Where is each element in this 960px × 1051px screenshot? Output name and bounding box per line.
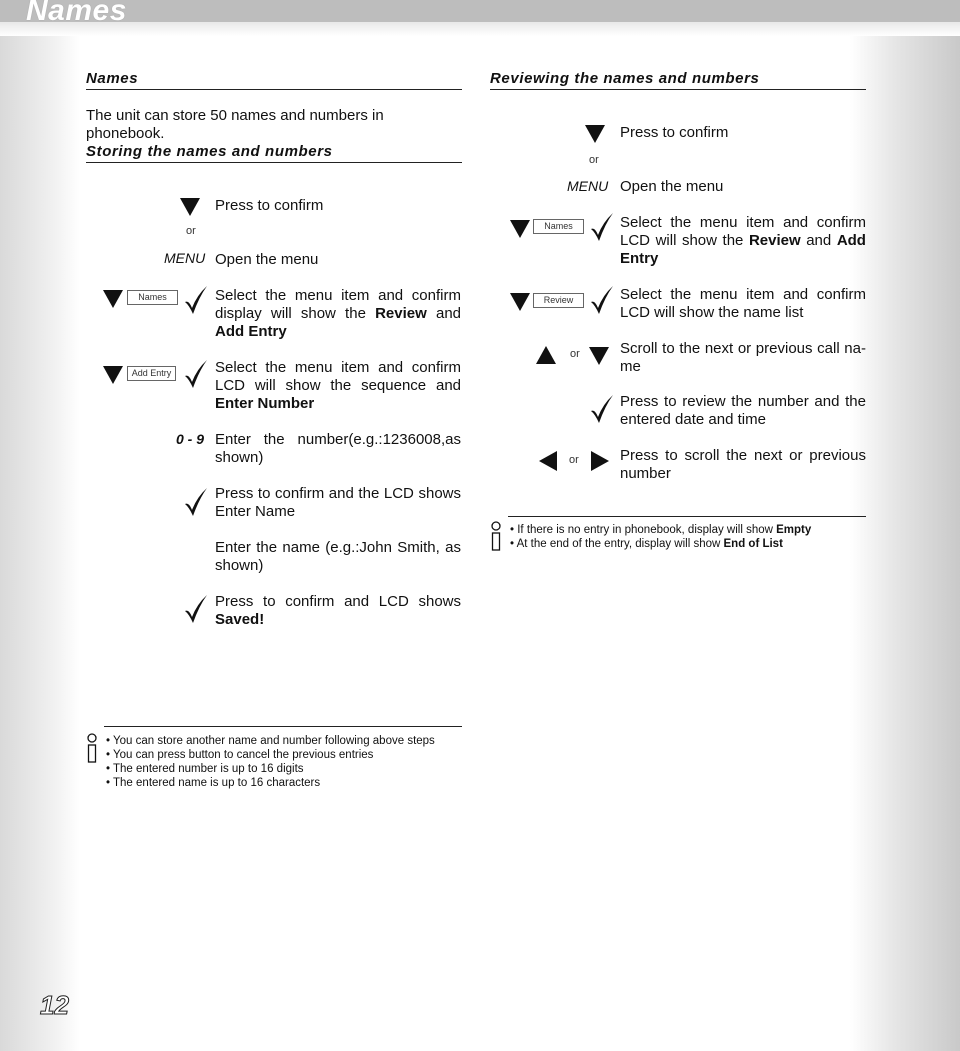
menu-key-label: MENU <box>164 250 206 266</box>
or-label: or <box>186 225 196 237</box>
bottom-notes <box>106 734 466 790</box>
review-step-select-review: Select the menu item and confirm LCD will show the name list <box>620 286 866 321</box>
menu-key-label: MENU <box>567 178 609 194</box>
or-label: or <box>570 348 580 360</box>
header-bar <box>0 0 960 22</box>
step-confirm-enter-name: Press to confirm and the LCD shows Enter Name <box>215 485 461 520</box>
or-label: or <box>589 154 599 166</box>
intro-text: The unit can store 50 names and numbers in phonebook. <box>86 107 384 142</box>
lcd-review: Review <box>533 293 584 308</box>
note-item: • You can press button to cancel the previous entries <box>106 748 466 762</box>
page-margin-right <box>850 0 960 1051</box>
note-divider <box>508 516 866 517</box>
lcd-add-entry: Add Entry <box>127 366 176 381</box>
down-arrow-icon <box>510 220 530 238</box>
check-icon <box>589 394 615 424</box>
info-icon <box>86 733 98 763</box>
right-arrow-icon <box>591 451 609 471</box>
step-open-menu: Open the menu <box>215 251 319 268</box>
review-notes <box>510 523 866 551</box>
review-step-open-menu: Open the menu <box>620 178 724 195</box>
step-select-names: Select the menu item and confirm display will show the Review and Add Entry <box>215 287 461 340</box>
page-number: 12 <box>40 990 69 1020</box>
check-icon <box>183 285 209 315</box>
lcd-names: Names <box>127 290 178 305</box>
note-item: • The entered name is up to 16 characters <box>106 776 466 790</box>
down-arrow-icon <box>510 293 530 311</box>
info-icon <box>490 521 502 551</box>
bottom-note-divider <box>104 726 462 727</box>
note-item: • At the end of the entry, display will show End of List <box>510 537 866 551</box>
down-arrow-icon <box>180 198 200 216</box>
digits-key-label: 0 - 9 <box>176 431 205 447</box>
step-select-add-entry: Select the menu item and confirm LCD will show the sequence and Enter Number <box>215 359 461 412</box>
review-step-select-names: Select the menu item and confirm LCD will show the Review and Add Entry <box>620 214 866 267</box>
names-section-title: Names <box>86 70 462 90</box>
check-icon <box>589 212 615 242</box>
check-icon <box>183 359 209 389</box>
down-arrow-icon <box>589 347 609 365</box>
note-item: • You can store another name and number following above steps <box>106 734 466 748</box>
check-icon <box>183 594 209 624</box>
left-arrow-icon <box>539 451 557 471</box>
storing-section-title: Storing the names and numbers <box>86 143 462 163</box>
header-title: Names <box>26 0 127 27</box>
down-arrow-icon <box>103 290 123 308</box>
page-margin-left <box>0 0 80 1051</box>
note-item: • The entered number is up to 16 digits <box>106 762 466 776</box>
down-arrow-icon <box>103 366 123 384</box>
step-enter-number: Enter the number(e.g.:1236008,as shown) <box>215 431 461 466</box>
step-confirm: Press to confirm <box>215 197 324 214</box>
lcd-names: Names <box>533 219 584 234</box>
down-arrow-icon <box>585 125 605 143</box>
review-step-confirm: Press to confirm <box>620 124 729 141</box>
review-step-scroll: Scroll to the next or previous call na-me <box>620 340 866 375</box>
reviewing-section-title: Reviewing the names and numbers <box>490 70 866 90</box>
header-bar-fade <box>0 22 960 36</box>
review-step-scroll-number: Press to scroll the next or previous number <box>620 447 866 482</box>
check-icon <box>183 487 209 517</box>
or-label: or <box>569 454 579 466</box>
up-arrow-icon <box>536 346 556 364</box>
step-saved: Press to confirm and LCD shows Saved! <box>215 593 461 628</box>
review-step-review-number: Press to review the number and the entered date and time <box>620 393 866 428</box>
note-item: • If there is no entry in phonebook, display will show Empty <box>510 523 866 537</box>
check-icon <box>589 285 615 315</box>
step-enter-name: Enter the name (e.g.:John Smith, as shown) <box>215 539 461 574</box>
